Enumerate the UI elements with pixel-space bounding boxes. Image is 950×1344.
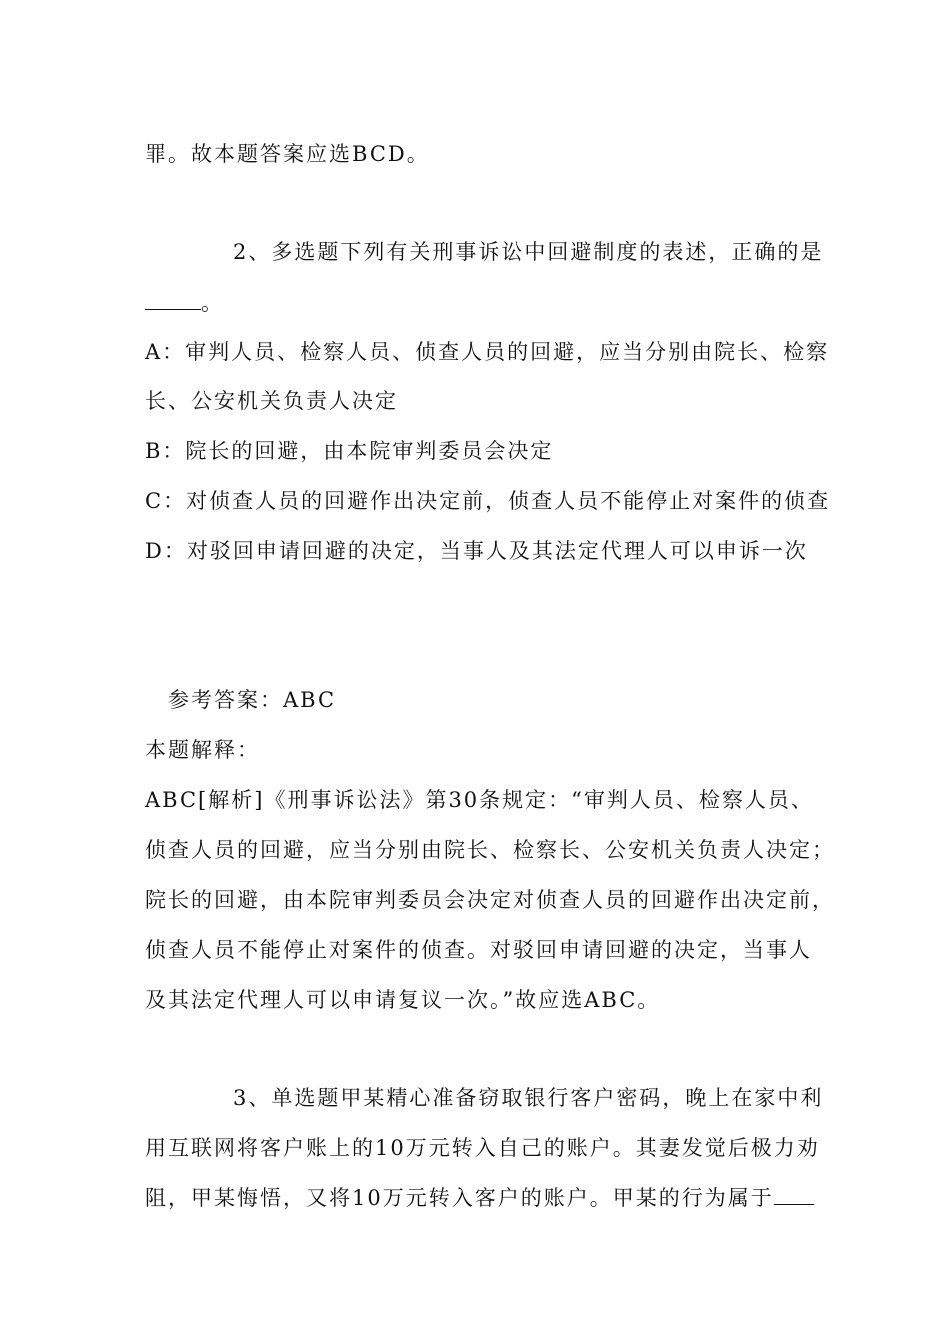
q2-explain-line5: 及其法定代理人可以申请复议一次。”故应选ABC。 [145, 988, 661, 1012]
q2-option-a-line2: 长、公安机关负责人决定 [145, 389, 398, 413]
q2-stem-line2 [145, 289, 224, 317]
q2-stem-suffix: 。 [201, 291, 224, 315]
q2-explain-line2: 侦查人员的回避，应当分别由院长、检察长、公安机关负责人决定； [145, 838, 835, 862]
q2-option-c: C：对侦查人员的回避作出决定前，侦查人员不能停止对案件的侦查 [145, 489, 831, 513]
q3-stem-line2: 用互联网将客户账上的10万元转入自己的账户。其妻发觉后极力劝 [145, 1136, 820, 1160]
q2-explain-line3: 院长的回避，由本院审判委员会决定对侦查人员的回避作出决定前， [145, 888, 835, 912]
answer-blank [145, 291, 201, 310]
q2-option-a-line1: A：审判人员、检察人员、侦查人员的回避，应当分别由院长、检察 [145, 340, 830, 364]
q2-explain-line1: ABC[解析]《刑事诉讼法》第30条规定：“审判人员、检察人员、 [145, 788, 814, 812]
q2-explain-line4: 侦查人员不能停止对案件的侦查。对驳回申请回避的决定，当事人 [145, 938, 812, 962]
q2-option-b: B：院长的回避，由本院审判委员会决定 [145, 439, 554, 463]
q2-answer: 参考答案：ABC [168, 688, 337, 712]
q3-stem-line1: 3、单选题甲某精心准备窃取银行客户密码，晚上在家中利 [233, 1086, 824, 1110]
q2-stem-line1: 2、多选题下列有关刑事诉讼中回避制度的表述，正确的是 [233, 240, 824, 264]
q3-stem-line3 [145, 1184, 814, 1212]
q2-explain-label: 本题解释： [145, 738, 260, 762]
answer-blank [774, 1186, 814, 1205]
q2-option-d: D：对驳回申请回避的决定，当事人及其法定代理人可以申诉一次 [145, 539, 808, 563]
q1-answer-tail: 罪。故本题答案应选BCD。 [145, 142, 430, 166]
q3-stem-text: 阻，甲某悔悟，又将10万元转入客户的账户。甲某的行为属于 [145, 1186, 774, 1210]
